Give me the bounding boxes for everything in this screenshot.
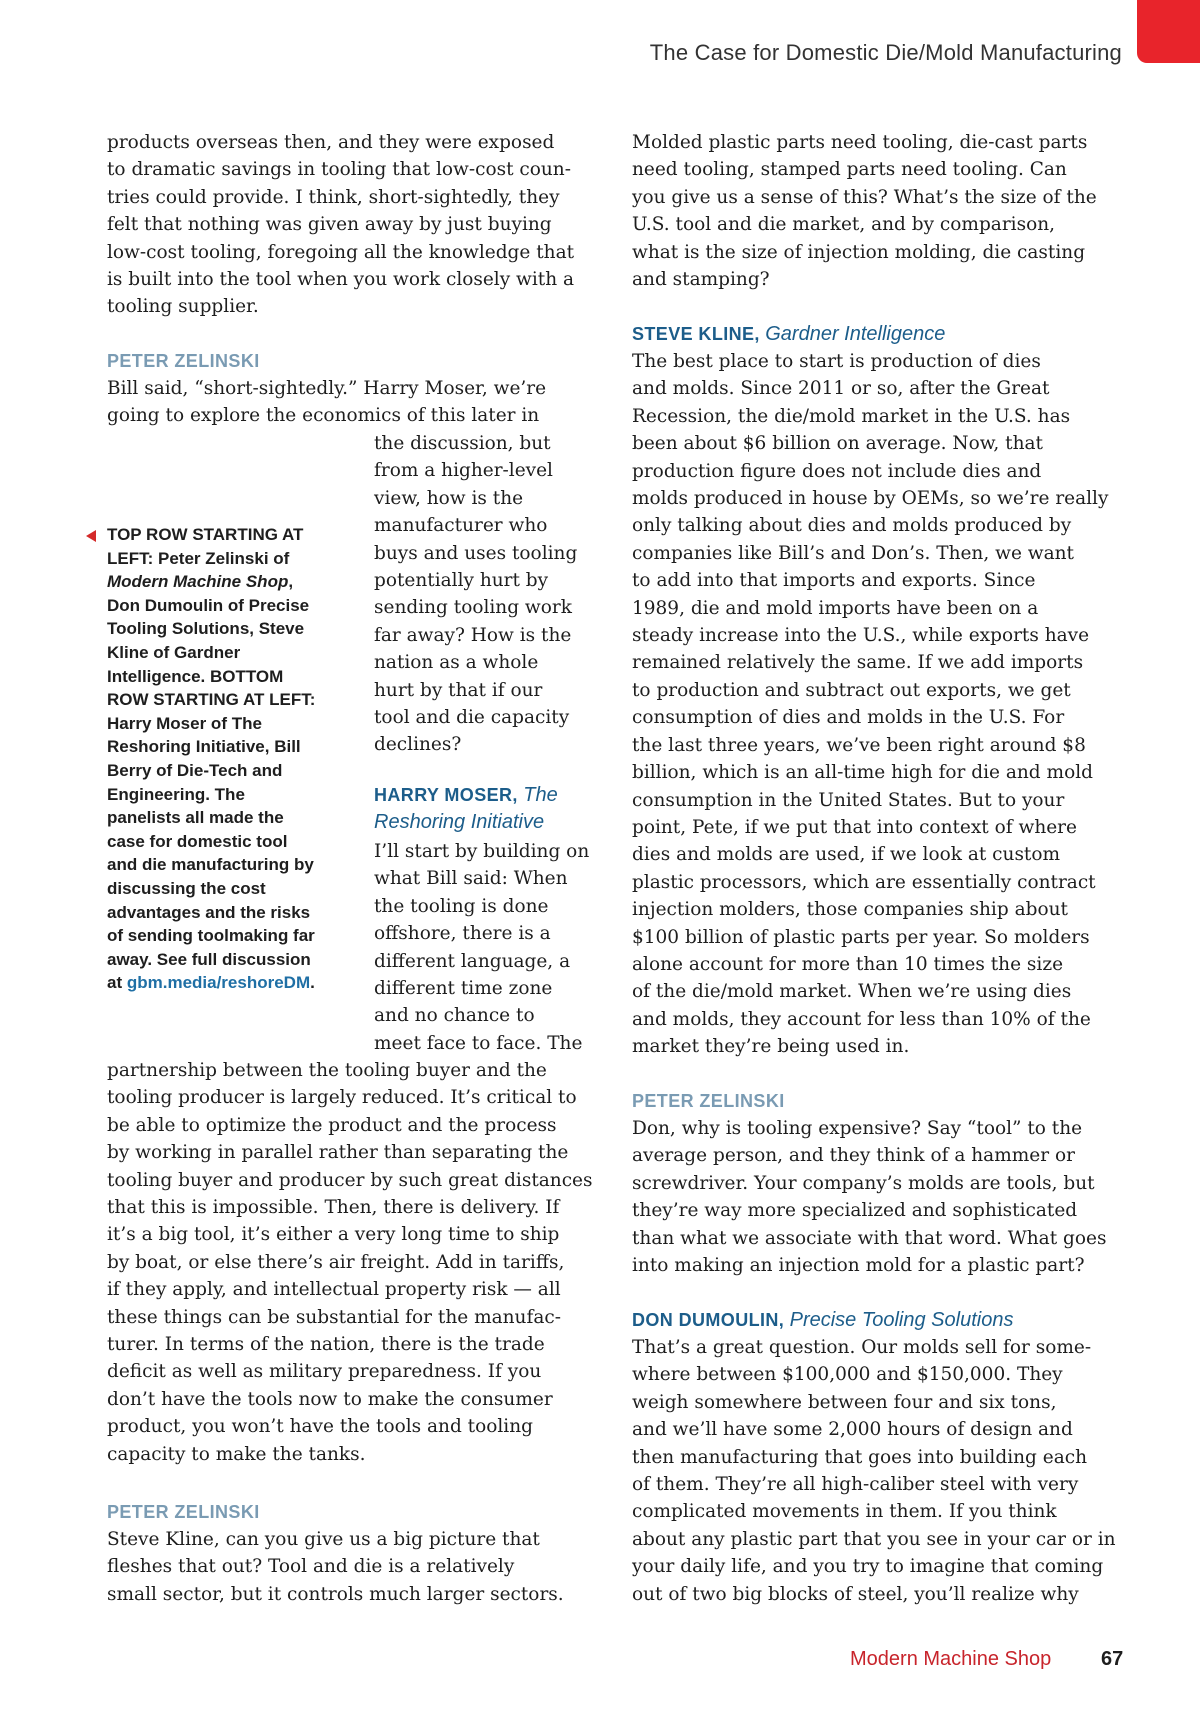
text-line: complicated movements in them. If you think [632,1501,1057,1523]
caption-line: LEFT: Peter Zelinski of [107,548,290,568]
speaker-label: PETER ZELINSKI [107,351,260,371]
text-line: injection molders, those companies ship about [632,899,1068,921]
question-paragraph [107,1526,602,1608]
text-line: don’t have the tools now to make the consumer [107,1388,553,1410]
text-line: been about $6 billion on average. Now, that [632,433,1043,455]
caption-pointer-icon [86,530,96,542]
text-line: what Bill said: When [374,868,568,890]
caption-line: case for domestic tool [107,831,288,851]
text-line: offshore, there is a [374,923,551,945]
text-line: consumption of dies and molds in the U.S. For [632,707,1065,729]
text-line: companies like Bill’s and Don’s. Then, we want [632,542,1074,564]
text-line: low-cost tooling, foregoing all the knowledge that [107,241,575,263]
text-line: of the die/mold market. When we’re using dies [632,981,1072,1003]
caption-line: Harry Moser of The [107,713,262,733]
answer-paragraph [632,348,1132,1061]
speaker-heading-dumoulin [632,1307,1013,1334]
text-line: consumption in the United States. But to your [632,789,1065,811]
text-line: different time zone [374,978,553,1000]
text-line: the discussion, but [374,433,551,454]
speaker-affiliation: Precise Tooling Solutions [789,1309,1014,1331]
text-line: nation as a whole [374,652,539,674]
question-paragraph-narrow [374,430,604,759]
left-intro-paragraph [107,129,602,321]
text-line: than what we associate with that word. What goes [632,1227,1107,1249]
text-line: Recession, the die/mold market in the U.S. has [632,405,1071,427]
question-paragraph [632,1115,1132,1279]
caption-line: panelists all made the [107,808,284,828]
text-line: products overseas then, and they were exposed [107,132,555,153]
speaker-name: HARRY MOSER, [374,785,518,805]
text-line: your daily life, and you try to imagine that coming [632,1556,1104,1578]
text-line: market they’re being used in. [632,1036,910,1058]
text-line: where between $100,000 and $150,000. They [632,1364,1063,1386]
text-line: Bill said, “short-sightedly.” Harry Moser, we’re [107,378,547,399]
caption-line: Intelligence. BOTTOM [107,666,284,686]
answer-paragraph [107,1057,602,1468]
caption-line: Kline of Gardner [107,642,241,662]
text-line: and molds, they account for less than 10% of the [632,1008,1091,1030]
text-line: dies and molds are used, if we look at custom [632,844,1061,866]
speaker-name: STEVE KLINE, [632,324,760,344]
text-line: and no chance to [374,1005,535,1027]
speaker-heading-kline [632,321,945,348]
text-line: meet face to face. The [374,1032,583,1054]
text-line: average person, and they think of a hammer or [632,1145,1075,1167]
text-line: product, you won’t have the tools and tooling [107,1416,533,1438]
text-line: that this is impossible. Then, there is delivery. If [107,1197,560,1219]
text-line: steady increase into the U.S., while exports have [632,625,1090,647]
text-line: fleshes that out? Tool and die is a relatively [107,1556,515,1578]
text-line: different language, a [374,950,571,972]
text-line: by working in parallel rather than separating the [107,1142,569,1164]
text-line: the last three years, we’ve been right around $8 [632,734,1086,756]
text-line: tooling supplier. [107,296,259,318]
text-line: billion, which is an all-time high for die and mold [632,762,1093,784]
text-line: it’s a big tool, it’s either a very long time to ship [107,1224,560,1246]
caption-line: Engineering. The [107,784,245,804]
speaker-affiliation: Gardner Intelligence [765,323,946,345]
text-line: capacity to make the tanks. [107,1443,366,1465]
footer-magazine-name: Modern Machine Shop [850,1648,1052,1670]
text-line: and stamping? [632,269,770,291]
question-paragraph [107,375,602,430]
text-line: small sector, but it controls much larger sectors. [107,1583,564,1605]
text-line: alone account for more than 10 times the size [632,953,1064,975]
text-line: 1989, die and mold imports have been on a [632,597,1039,619]
caption-line: away. See full discussion [107,949,311,969]
caption-line: ROW STARTING AT LEFT: [107,690,316,710]
text-line: $100 billion of plastic parts per year. So molders [632,926,1090,948]
text-line: weigh somewhere between four and six tons, [632,1391,1057,1413]
text-line: I’ll start by building on [374,841,590,862]
caption-line: Don Dumoulin of Precise [107,595,310,615]
text-line: only talking about dies and molds produced by [632,515,1072,537]
question-paragraph [632,129,1132,293]
text-line: partnership between the tooling buyer and the [107,1060,547,1081]
speaker-label: PETER ZELINSKI [107,1502,260,1522]
text-line: to dramatic savings in tooling that low-cost coun- [107,159,571,181]
text-line: declines? [374,734,462,756]
text-line: deficit as well as military preparedness. If you [107,1361,542,1383]
text-line: remained relatively the same. If we add imports [632,652,1084,674]
text-line: tries could provide. I think, short-sightedly, they [107,186,560,208]
text-line: potentially hurt by [374,570,549,592]
text-line: U.S. tool and die market, and by comparison, [632,214,1056,236]
text-line: is built into the tool when you work closely with a [107,269,575,291]
text-line: Molded plastic parts need tooling, die-cast parts [632,132,1088,153]
text-line: then manufacturing that goes into building each [632,1446,1088,1468]
photo-caption: TOP ROW STARTING AT LEFT: Peter Zelinski of Modern Machine Shop, Don Dumoulin of Precise Tooling Solutions, Steve Kline of Gardner Intelligence. BOTTOM ROW STARTING AT LEFT: Harry Moser of The Reshoring Initiative, Bill Berry of Die-Tech and Engineering. The panelists all made the case for domestic tool and die manufacturing by discussing the cost advantages and the risks of sending toolmaking far away. See full discussion at gbm.media/reshoreDM. [107,523,329,995]
text-line: by boat, or else there’s air freight. Add in tariffs, [107,1251,565,1273]
text-line: manufacturer who [374,515,548,537]
caption-line: and die manufacturing by [107,855,314,875]
text-line: going to explore the economics of this later in [107,405,540,427]
text-line: to add into that imports and exports. Since [632,570,1036,592]
caption-line: discussing the cost [107,878,266,898]
speaker-affiliation: Reshoring Initiative [374,811,545,834]
text-line: be able to optimize the product and the process [107,1114,557,1136]
text-line: Don, why is tooling expensive? Say “tool” to the [632,1118,1083,1139]
caption-publication: Modern Machine Shop [107,572,289,592]
text-line: the tooling is done [374,895,549,917]
caption-line: Reshoring Initiative, Bill [107,737,301,757]
text-line: felt that nothing was given away by just buying [107,214,552,236]
caption-link[interactable]: gbm.media/reshoreDM [126,973,311,993]
speaker-heading-moser [374,782,614,837]
caption-line: Tooling Solutions, Steve [107,619,305,639]
text-line: molds produced in house by OEMs, so we’re really [632,488,1109,510]
text-line: view, how is the [374,487,524,509]
text-line: The best place to start is production of dies [632,351,1041,372]
text-line: sending tooling work [374,597,572,619]
text-line: screwdriver. Your company’s molds are tools, but [632,1172,1095,1194]
text-line: you give us a sense of this? What’s the size of the [632,186,1097,208]
text-line: far away? How is the [374,624,572,646]
answer-paragraph-narrow [374,838,614,1057]
text-line: these things can be substantial for the manufac- [107,1306,561,1328]
text-line: of them. They’re all high-caliber steel with very [632,1474,1079,1496]
caption-line: of sending toolmaking far [107,926,315,946]
text-line: need tooling, stamped parts need tooling. Can [632,159,1067,181]
text-line: about any plastic part that you see in your car or in [632,1528,1116,1550]
text-line: That’s a great question. Our molds sell for some- [632,1337,1092,1358]
text-line: production figure does not include dies and [632,460,1042,482]
caption-line: Berry of Die-Tech and [107,760,283,780]
speaker-affiliation: The [523,784,558,806]
text-line: point, Pete, if we put that into context of where [632,816,1077,838]
text-line: they’re way more specialized and sophisticated [632,1200,1078,1222]
text-line: turer. In terms of the nation, there is the trade [107,1334,545,1356]
text-line: from a higher-level [374,460,553,482]
text-line: into making an injection mold for a plastic part? [632,1255,1085,1277]
text-line: tool and die capacity [374,707,570,729]
answer-paragraph [632,1334,1132,1608]
text-line: buys and uses tooling [374,542,578,564]
text-line: what is the size of injection molding, die casting [632,241,1086,263]
text-line: and molds. Since 2011 or so, after the Great [632,378,1050,400]
speaker-name: DON DUMOULIN, [632,1310,785,1330]
text-line: if they apply, and intellectual property risk — all [107,1279,561,1301]
text-line: tooling buyer and producer by such great distances [107,1169,593,1191]
text-line: out of two big blocks of steel, you’ll realize why [632,1583,1079,1605]
text-line: Steve Kline, can you give us a big picture that [107,1529,540,1550]
speaker-label: PETER ZELINSKI [632,1091,785,1111]
text-line: to production and subtract out exports, we get [632,679,1071,701]
running-header: The Case for Domestic Die/Mold Manufacturing [649,40,1122,65]
page-number: 67 [1101,1648,1124,1670]
text-line: hurt by that if our [374,679,543,701]
text-line: and we’ll have some 2,000 hours of design and [632,1419,1073,1441]
caption-line: advantages and the risks [107,902,311,922]
caption-line: TOP ROW STARTING AT [107,525,304,544]
text-line: tooling producer is largely reduced. It’s critical to [107,1087,577,1109]
red-corner-tab [1137,0,1200,63]
text-line: plastic processors, which are essentially contract [632,871,1096,893]
